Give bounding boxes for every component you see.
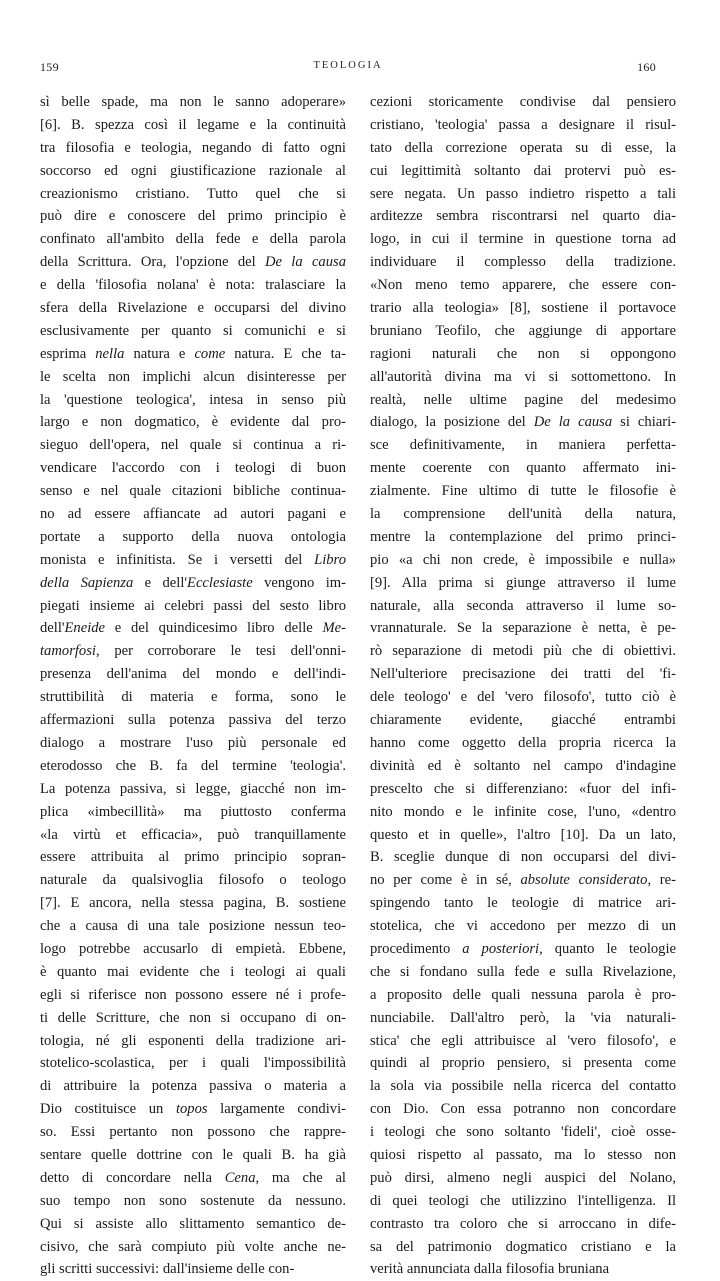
- left-column-line: suo tempo non sono sostenute da nessuno.: [40, 1192, 346, 1209]
- left-column-line: «la virtù et efficacia», può tranquillamente: [40, 826, 346, 843]
- left-column-line: presenza dell'anima del mondo e dell'indi-: [40, 666, 346, 683]
- left-column-line: le scelta non implichi alcun disinteresse per: [40, 368, 346, 385]
- right-column-line: sce definitivamente, in maniera perfetta-: [370, 437, 676, 454]
- left-column-line: egli si riferisce non possono essere né i profe-: [40, 986, 346, 1003]
- left-column-line: esprima nella natura e come natura. E che ta-: [40, 345, 346, 362]
- left-column-line: naturale da qualsivoglia filosofo o teologo: [40, 872, 346, 889]
- right-column-line: a proposito delle quali nessuna parola è pro-: [370, 986, 676, 1003]
- left-column-line: stotelico-scolastica, per i quali l'impossibilità: [40, 1055, 346, 1072]
- left-column-line: soccorso ed ogni giustificazione razionale al: [40, 162, 346, 179]
- left-column-line: è quanto mai evidente che i teologi ai quali: [40, 963, 346, 980]
- left-column-line: vendicare l'accordo con i teologi di buon: [40, 460, 346, 477]
- left-column-line: La potenza passiva, si legge, giacché non im-: [40, 780, 346, 797]
- right-column-line: di quei teologi che utilizzino l'intelligenza. Il: [370, 1192, 676, 1209]
- left-column-line: Qui si assiste allo slittamento semantico de-: [40, 1215, 346, 1232]
- left-column-line: può dire e conoscere del primo principio è: [40, 208, 346, 225]
- right-text-column: [370, 91, 676, 1281]
- right-column-line: cezioni storicamente condivise dal pensiero: [370, 94, 676, 110]
- left-column-line: tra filosofia e teologia, negando di fatto ogni: [40, 139, 346, 156]
- right-column-line: trario alla teologia» [8], sostiene il portavoce: [370, 300, 676, 317]
- right-column-line: arditezze sembra riscontrarsi nel quarto dia-: [370, 208, 676, 225]
- left-column-line: detto di concordare nella Cena, ma che al: [40, 1169, 346, 1186]
- left-column-line: monista e infinitista. Se i versetti del Libro: [40, 551, 346, 568]
- left-column-line: che a causa di una tale posizione nessun teo-: [40, 918, 346, 935]
- left-column-line: so. Essi pertanto non possono che rappre-: [40, 1124, 346, 1141]
- page-number-left: 159: [40, 60, 59, 74]
- right-column-line: nito mondo e le infinite cose, l'uno, «dentro: [370, 803, 676, 820]
- left-column-line: struttibilità di materia e forma, sono le: [40, 689, 346, 706]
- right-column-line: verità annunciata dalla filosofia bruniana: [370, 1261, 610, 1278]
- right-column-line: spingendo tanto le teologie di matrice ari-: [370, 895, 676, 912]
- right-column-line: no per come è in sé, absolute considerato, re-: [370, 872, 676, 889]
- left-column-line: e della 'filosofia nolana' è nota: tralasciare la: [40, 277, 346, 294]
- left-column-line: esclusivamente per quanto si comunichi e si: [40, 322, 346, 339]
- left-column-line: [6]. B. spezza così il legame e la continuità: [40, 116, 346, 133]
- right-column-line: cristiano, 'teologia' passa a designare il risul-: [370, 116, 676, 133]
- left-column-line: sentare quelle dottrine con le quali B. ha già: [40, 1146, 346, 1163]
- right-column-line: quiosi rispetto al passato, ma lo stesso non: [370, 1146, 676, 1163]
- left-column-line: no ad essere affiancate ad autori pagani e: [40, 506, 346, 523]
- left-column-line: tamorfosi, per corroborare le tesi dell'onni-: [40, 643, 346, 660]
- right-column-line: pio «a chi non crede, è impossibile e nulla»: [370, 551, 676, 568]
- right-column-line: ragioni naturali che non si oppongono: [370, 345, 676, 362]
- left-column-line: logo potrebbe accusarlo di empietà. Ebbene,: [40, 940, 346, 957]
- left-column-line: plica «imbecillità» ma piuttosto conferma: [40, 803, 346, 820]
- right-column-line: realtà, nelle ultime pagine del medesimo: [370, 391, 676, 408]
- left-column-line: portate a supporto della nuova ontologia: [40, 528, 346, 545]
- right-column-line: la comprensione dell'unità della natura,: [370, 506, 676, 523]
- right-column-line: procedimento a posteriori, quanto le teologie: [370, 940, 676, 957]
- right-column-line: chiaramente evidente, giacché entrambi: [370, 712, 676, 729]
- left-text-column: [40, 91, 346, 1281]
- left-column-line: della Scrittura. Ora, l'opzione del De la causa: [40, 254, 346, 271]
- page-header: [40, 60, 656, 76]
- left-column-line: della Sapienza e dell'Ecclesiaste vengono im-: [40, 574, 346, 591]
- right-column-line: «Non meno temo apparere, che essere con-: [370, 277, 676, 294]
- right-column-line: nunciabile. Dall'altro però, la 'via naturali-: [370, 1009, 676, 1026]
- left-column-line: largo e non dogmatico, è evidente dal pro-: [40, 414, 346, 431]
- right-column-line: che si fondano sulla fede e sulla Rivelazione,: [370, 963, 676, 980]
- right-column-line: Nell'ulteriore precisazione dei tratti del 'fi-: [370, 666, 676, 683]
- left-column-line: senso e nel quale citazioni bibliche continua-: [40, 483, 346, 500]
- right-column-line: divinità ed è soltanto nel campo d'indagine: [370, 757, 676, 774]
- right-column-line: stotelica, che vi accedono per mezzo di un: [370, 918, 676, 935]
- left-column-line: di attribuire la potenza passiva o materia a: [40, 1078, 346, 1095]
- left-column-line: creazionismo cristiano. Tutto quel che si: [40, 185, 346, 202]
- right-column-line: tato della correzione operata su di esse, la: [370, 139, 676, 156]
- right-column-line: i teologi che sono soltanto 'fideli', cioè osse-: [370, 1124, 676, 1141]
- right-column-line: questo et in quelle», l'altro [10]. Da un lato,: [370, 826, 676, 843]
- left-column-line: cisivo, che sarà compiuto più volte anche ne-: [40, 1238, 346, 1255]
- right-column-line: sere negata. Un passo indietro rispetto a tali: [370, 185, 676, 202]
- left-column-line: piegati insieme ai celebri passi del sesto libro: [40, 597, 346, 614]
- right-column-line: bruniano Teofilo, che aggiunge di apportare: [370, 322, 676, 339]
- right-column-line: mentre la contemplazione del primo princi-: [370, 528, 676, 545]
- left-column-line: sì belle spade, ma non le sanno adoperare»: [40, 94, 346, 110]
- left-column-line: [7]. E ancora, nella stessa pagina, B. sostiene: [40, 895, 346, 912]
- right-column-line: dele teologo' e del 'vero filosofo', tutto ciò è: [370, 689, 676, 706]
- left-column-line: eterodosso che B. fa del termine 'teologia'.: [40, 757, 346, 774]
- right-column-line: naturale, alla seconda attraverso il lume so-: [370, 597, 676, 614]
- right-column-line: quindi al proprio pensiero, si presenta come: [370, 1055, 676, 1072]
- left-column-line: gli scritti successivi: dall'insieme delle con-: [40, 1261, 295, 1278]
- right-column-line: individuare il complesso della tradizione.: [370, 254, 676, 271]
- right-column-line: cui legittimità soltanto dai protervi può es-: [370, 162, 676, 179]
- right-column-line: sa del patrimonio dogmatico cristiano e la: [370, 1238, 676, 1255]
- right-column-line: B. sceglie dunque di non occuparsi del divi-: [370, 849, 676, 866]
- right-column-line: [9]. Alla prima si giunge attraverso il lume: [370, 574, 676, 591]
- left-column-line: confinato all'ambito della fede e della parola: [40, 231, 346, 248]
- left-column-line: dell'Eneide e del quindicesimo libro delle Me-: [40, 620, 346, 637]
- right-column-line: logo, in cui il termine in questione torna ad: [370, 231, 676, 248]
- right-column-line: dialogo, la posizione del De la causa si chiari-: [370, 414, 676, 431]
- left-column-line: tologia, né gli esponenti della tradizione ari-: [40, 1032, 346, 1049]
- left-column-line: ti delle Scritture, che non si occupano di on-: [40, 1009, 346, 1026]
- left-column-line: la 'questione teologica', intesa in senso più: [40, 391, 346, 408]
- right-column-line: con Dio. Con essa potranno non concordare: [370, 1101, 676, 1118]
- right-column-line: prescelto che si differenziano: «fuor del infi-: [370, 780, 676, 797]
- left-column-line: dialogo a mostrare l'uso più personale ed: [40, 734, 346, 751]
- right-column-line: all'autorità divina ma vi si sottomettono. In: [370, 368, 676, 385]
- page-number-right: 160: [637, 60, 656, 74]
- right-column-line: rò separazione di metodi più che di obiettivi.: [370, 643, 676, 660]
- right-column-line: zialmente. Fine ultimo di tutte le filosofie è: [370, 483, 676, 500]
- right-column-line: hanno come oggetto della propria ricerca la: [370, 734, 676, 751]
- right-column-line: contrasto tra coloro che si arroccano in dife-: [370, 1215, 676, 1232]
- right-column-line: vrannaturale. Se la separazione è netta, è pe-: [370, 620, 676, 637]
- left-column-line: sieguo dell'opera, nel quale si continua a ri-: [40, 437, 346, 454]
- running-title: TEOLOGIA: [313, 60, 383, 71]
- right-column-line: mente coerente con quanto affermato ini-: [370, 460, 676, 477]
- left-column-line: Dio costituisce un topos largamente condivi-: [40, 1101, 346, 1118]
- right-column-line: può dirsi, almeno negli auspici del Nolano,: [370, 1169, 676, 1186]
- left-column-line: affermazioni sulla potenza passiva del terzo: [40, 712, 346, 729]
- right-column-line: la sola via possibile nella ricerca del contatto: [370, 1078, 676, 1095]
- left-column-line: essere attribuita al primo principio sopran-: [40, 849, 346, 866]
- left-column-line: sfera della Rivelazione e occuparsi del divino: [40, 300, 346, 317]
- right-column-line: stica' che egli attribuisce al 'vero filosofo', e: [370, 1032, 676, 1049]
